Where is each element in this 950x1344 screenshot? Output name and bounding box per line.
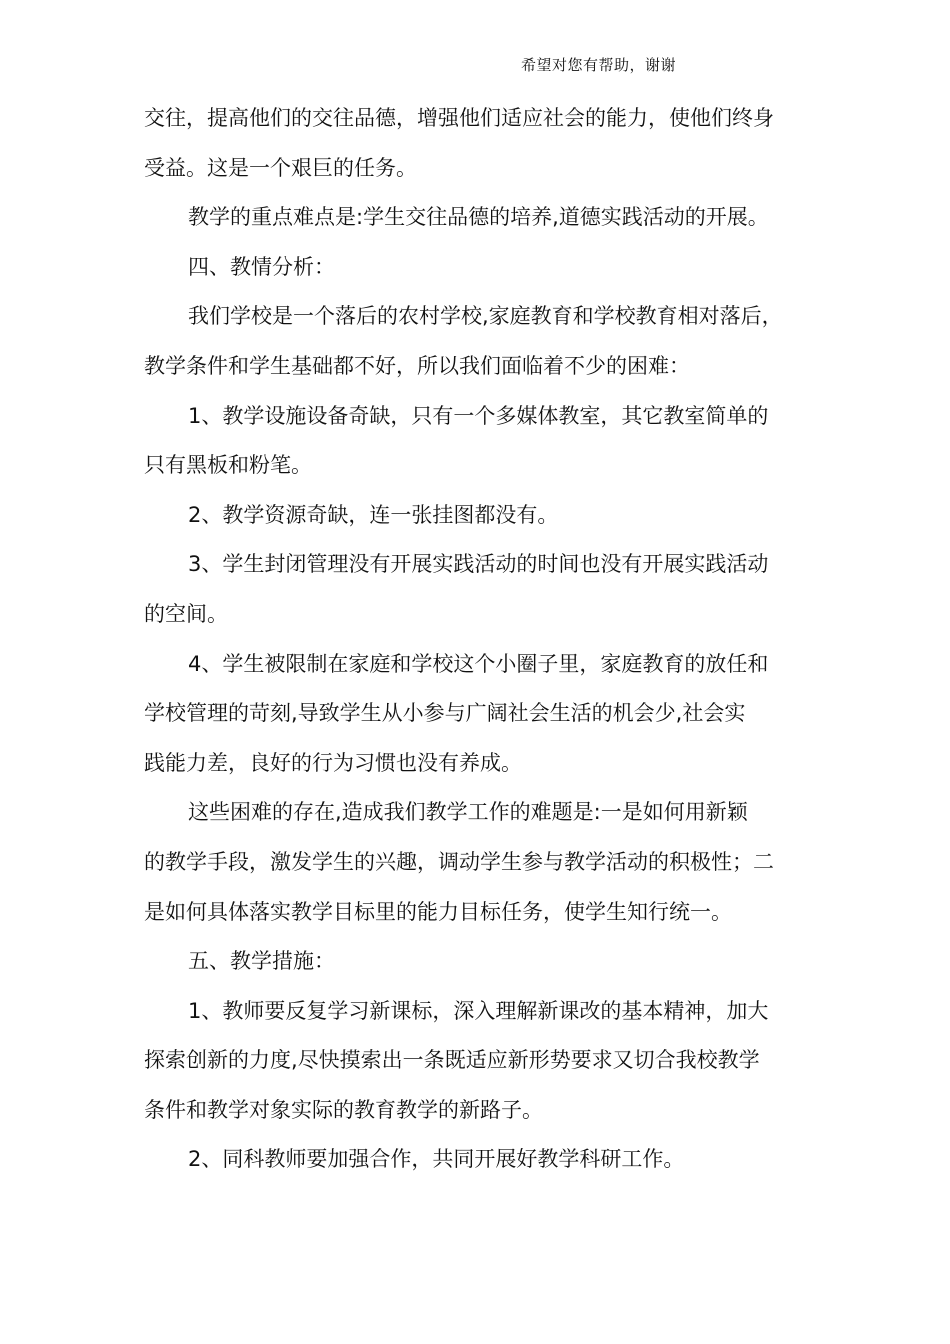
text-line: 四、教情分析： [188, 254, 335, 279]
text-line: 条件和教学对象实际的教育教学的新路子。 [144, 1097, 543, 1122]
text-line: 的教学手段，激发学生的兴趣，调动学生参与教学活动的积极性；二 [144, 849, 774, 874]
text-line: 交往，提高他们的交往品德，增强他们适应社会的能力，使他们终身 [144, 106, 774, 130]
text-line: 五、教学措施： [188, 949, 335, 974]
text-line: 我们学校是一个落后的农村学校,家庭教育和学校教育相对落后， [188, 304, 783, 329]
text-line: 2、教学资源奇缺，连一张挂图都没有。 [188, 502, 559, 527]
text-line: 这些困难的存在,造成我们教学工作的难题是:一是如何用新颖 [188, 800, 748, 825]
text-line: 践能力差，良好的行为习惯也没有养成。 [144, 750, 522, 775]
text-line: 教学条件和学生基础都不好，所以我们面临着不少的困难： [144, 353, 690, 378]
text-line: 教学的重点难点是:学生交往品德的培养,道德实践活动的开展。 [188, 205, 769, 230]
text-line: 是如何具体落实教学目标里的能力目标任务，使学生知行统一。 [144, 899, 732, 924]
text-line: 受益。这是一个艰巨的任务。 [144, 155, 417, 180]
text-line: 学校管理的苛刻,导致学生从小参与广阔社会生活的机会少,社会实 [144, 701, 746, 726]
text-line: 的空间。 [144, 601, 228, 626]
document-body [144, 94, 824, 1185]
text-line: 4、学生被限制在家庭和学校这个小圈子里，家庭教育的放任和 [188, 651, 769, 676]
page-header: 希望对您有帮助，谢谢 [521, 56, 677, 74]
text-line: 1、教师要反复学习新课标，深入理解新课改的基本精神，加大 [188, 998, 769, 1023]
text-line: 2、同科教师要加强合作，共同开展好教学科研工作。 [188, 1147, 685, 1172]
text-line: 只有黑板和粉笔。 [144, 453, 312, 478]
text-line: 探索创新的力度,尽快摸索出一条既适应新形势要求又切合我校教学 [144, 1048, 760, 1073]
text-line: 3、学生封闭管理没有开展实践活动的时间也没有开展实践活动 [188, 552, 769, 577]
text-line: 1、教学设施设备奇缺，只有一个多媒体教室，其它教室简单的 [188, 403, 769, 428]
